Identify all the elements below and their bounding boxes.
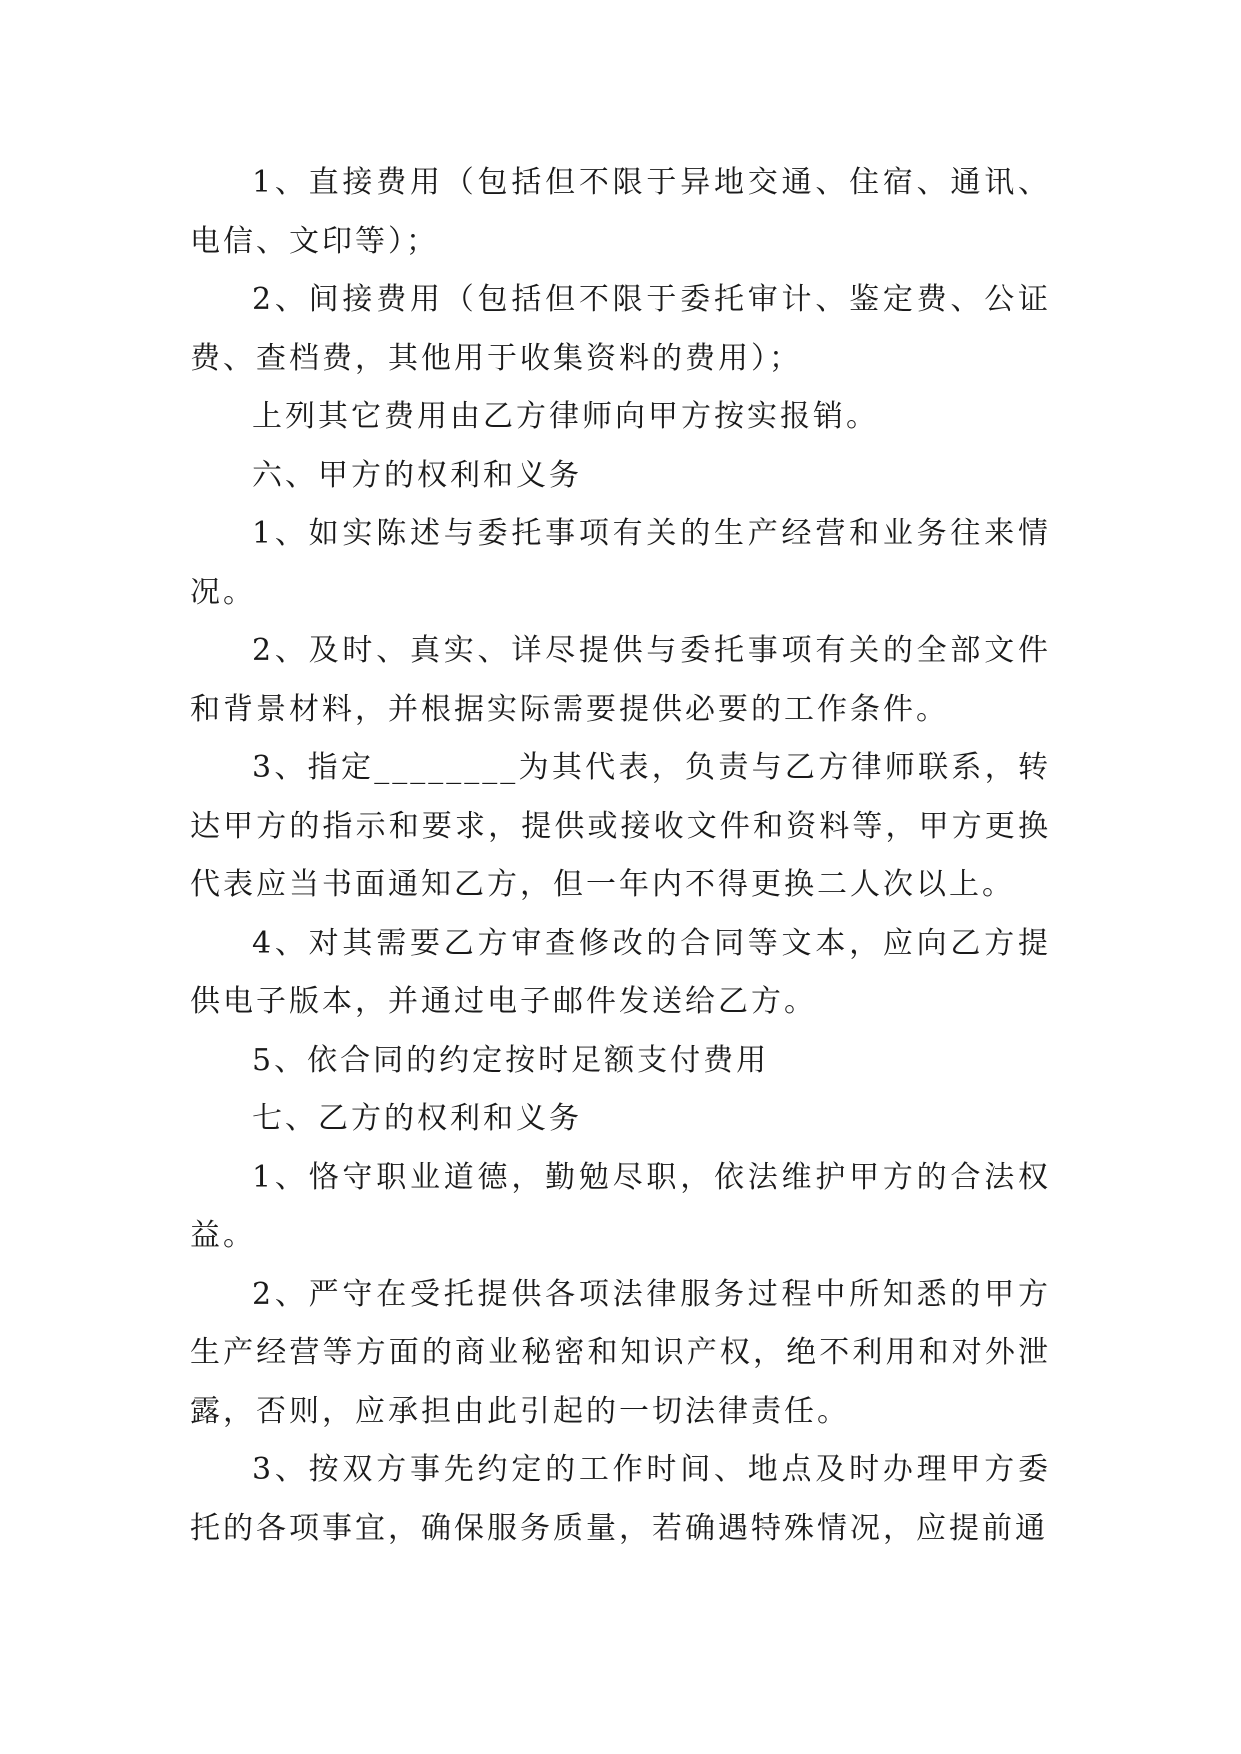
section-heading-party-a: 六、甲方的权利和义务 [252, 457, 582, 493]
paragraph-indirect-costs: 2、间接费用（包括但不限于委托审计、鉴定费、公证费、查档费，其他用于收集资料的费用）； [190, 282, 1051, 376]
paragraph-party-a-item-5: 5、依合同的约定按时足额支付费用 [252, 1042, 770, 1078]
document-body [190, 154, 1051, 1558]
section-heading-party-b: 七、乙方的权利和义务 [252, 1101, 582, 1136]
paragraph-party-a-item-3: 3、指定________为其代表，负责与乙方律师联系，转达甲方的指示和要求，提供或接收文件和资料等，甲方更换代表应当书面通知乙方，但一年内不得更换二人次以上。 [190, 750, 1051, 902]
paragraph-party-b-item-3: 3、按双方事先约定的工作时间、地点及时办理甲方委托的各项事宜，确保服务质量，若确遇特殊情况，应提前通 [190, 1452, 1051, 1546]
paragraph-party-b-item-2: 2、严守在受托提供各项法律服务过程中所知悉的甲方生产经营等方面的商业秘密和知识产权，绝不利用和对外泄露，否则，应承担由此引起的一切法律责任。 [190, 1276, 1051, 1429]
paragraph-party-a-item-1: 1、如实陈述与委托事项有关的生产经营和业务往来情况。 [190, 516, 1051, 610]
paragraph-reimbursement: 上列其它费用由乙方律师向甲方按实报销。 [252, 399, 879, 434]
paragraph-direct-costs: 1、直接费用（包括但不限于异地交通、住宿、通讯、电信、文印等）； [190, 165, 1051, 259]
paragraph-party-b-item-1: 1、恪守职业道德，勤勉尽职，依法维护甲方的合法权益。 [190, 1159, 1051, 1253]
paragraph-party-a-item-4: 4、对其需要乙方审查修改的合同等文本，应向乙方提供电子版本，并通过电子邮件发送给乙方。 [190, 925, 1051, 1019]
paragraph-party-a-item-2: 2、及时、真实、详尽提供与委托事项有关的全部文件和背景材料，并根据实际需要提供必要的工作条件。 [190, 633, 1051, 727]
